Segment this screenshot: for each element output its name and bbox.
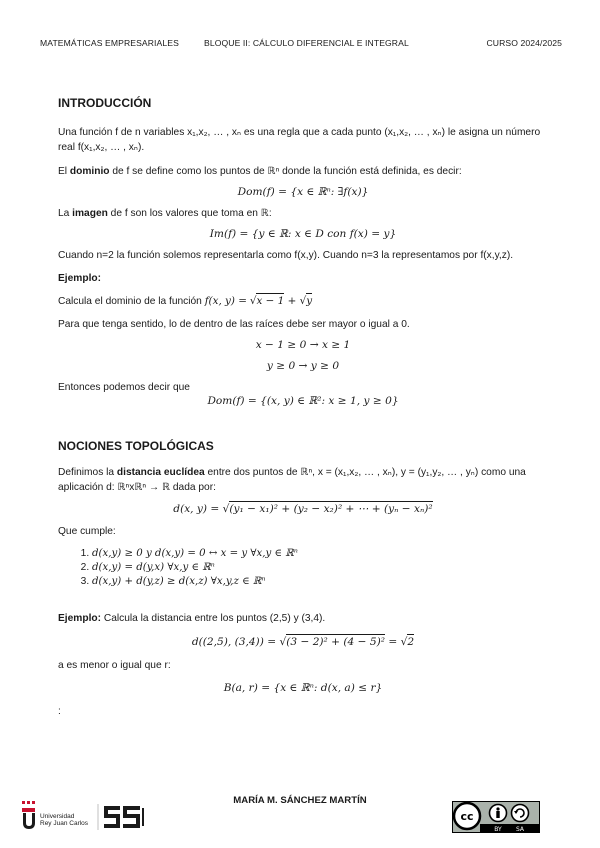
header-subject: MATEMÁTICAS EMPRESARIALES — [40, 38, 179, 48]
distance-example — [58, 611, 548, 626]
inequality-y: y ≥ 0 → y ≥ 0 — [266, 360, 340, 372]
properties-list — [58, 547, 548, 589]
euclidean-definition — [58, 465, 548, 495]
image-term: imagen — [72, 208, 108, 219]
cc-sa-label: SA — [515, 826, 525, 833]
topology-heading: NOCIONES TOPOLÓGICAS — [58, 439, 214, 453]
image-pre: La — [58, 208, 73, 219]
distance-example-eq: = — [385, 636, 401, 648]
distance-example-result: 2 — [407, 636, 415, 648]
domain-formula: Dom(f) = {x ∈ ℝⁿ: ∃f(x)} — [237, 186, 369, 198]
domain-pre: El — [58, 166, 70, 177]
euclidean-post: entre dos puntos de ℝⁿ, x = (x₁,x₂, … , xₙ), y = (y₁,y₂, … , yₙ) como una aplicación d: ℝⁿxℝⁿ → ℝ dada por: — [58, 467, 526, 493]
property-item: 3. d(x,y) + d(y,z) ≥ d(x,z) ∀x,y,z ∈ ℝⁿ — [92, 575, 548, 589]
domain-definition — [58, 164, 548, 179]
property-item: 2. d(x,y) = d(y,x) ∀x,y ∈ ℝⁿ — [92, 561, 548, 575]
condition-note: Para que tenga sentido, lo de dentro de las raíces debe ser mayor o igual a 0. — [58, 319, 410, 330]
author-name: MARÍA M. SÁNCHEZ MARTÍN — [233, 795, 367, 806]
distance-radicand: (y₁ − x₁)² + (y₂ − x₂)² + ⋯ + (yₙ − xₙ)² — [229, 503, 433, 515]
example-function: f(x, y) = — [204, 295, 247, 307]
representation-note: Cuando n=2 la función solemos representarla como f(x,y). Cuando n=3 la representamos por f(x,y,z). — [58, 250, 514, 261]
properties-intro: Que cumple: — [58, 526, 116, 537]
conclusion-text: Entonces podemos decir que — [58, 382, 190, 393]
header-block: BLOQUE II: CÁLCULO DIFERENCIAL E INTEGRAL — [204, 38, 409, 48]
euclidean-pre: Definimos la — [58, 467, 117, 478]
plus-sign: + — [284, 295, 300, 307]
example-statement: Calcula el dominio de la función f(x, y) = √x − 1 + √y — [58, 295, 313, 307]
intro-definition: Una función f de n variables x₁,x₂, … , xₙ es una regla que a cada punto (x₁,x₂, … , xₙ) le asigna un número real f(x₁,x₂, … , xₙ). — [58, 127, 541, 153]
property-item: 1. d(x,y) ≥ 0 y d(x,y) = 0 ↔ x = y ∀x,y ∈ ℝⁿ — [92, 547, 548, 561]
inequality-x: x − 1 ≥ 0 → x ≥ 1 — [255, 339, 351, 351]
cc-by-label: BY — [494, 826, 502, 833]
logo-line1: Universidad — [40, 813, 75, 820]
example-label — [58, 271, 548, 286]
example-label-text: Ejemplo: — [58, 273, 102, 284]
radicand-1: x − 1 — [256, 295, 285, 307]
distance-example-label: Ejemplo: — [58, 613, 102, 624]
intro-heading: INTRODUCCIÓN — [58, 96, 152, 110]
distance-lhs: d(x, y) = — [173, 503, 220, 515]
distance-example-text: Calcula la distancia entre los puntos (2,5) y (3,4). — [101, 613, 326, 624]
ball-formula: B(a, r) = {x ∈ ℝⁿ: d(x, a) ≤ r} — [223, 682, 383, 694]
svg-text:cc: cc — [460, 810, 474, 823]
image-definition — [58, 206, 548, 221]
distance-example-lhs: d((2,5), (3,4)) = — [191, 636, 277, 648]
euclidean-term: distancia euclídea — [116, 467, 205, 478]
example-statement-text: Calcula el dominio de la función — [58, 296, 205, 307]
ball-intro: a es menor o igual que r: — [58, 660, 171, 671]
trailing-colon: : — [58, 706, 61, 717]
image-formula: Im(f) = {y ∈ ℝ: x ∈ D con f(x) = y} — [209, 228, 397, 240]
distance-example-radicand: (3 − 2)² + (4 − 5)² — [286, 636, 386, 648]
domain-result-formula: Dom(f) = {(x, y) ∈ ℝ²: x ≥ 1, y ≥ 0} — [207, 395, 399, 407]
distance-example-formula: d((2,5), (3,4)) = √(3 − 2)² + (4 − 5)² = √2 — [191, 636, 415, 648]
image-post: de f son los valores que toma en ℝ: — [107, 208, 272, 219]
document-body — [58, 96, 548, 719]
cc-by-sa-badge — [452, 801, 540, 838]
domain-post: de f se define como los puntos de ℝⁿ donde la función está definida, es decir: — [109, 166, 462, 177]
distance-formula: d(x, y) = √(y₁ − x₁)² + (y₂ − x₂)² + ⋯ + (yₙ − xₙ)² — [173, 503, 433, 515]
radicand-2: y — [306, 295, 313, 307]
header-course: CURSO 2024/2025 — [486, 38, 562, 48]
domain-term: dominio — [69, 166, 110, 177]
logo-line2: Rey Juan Carlos — [40, 820, 89, 827]
